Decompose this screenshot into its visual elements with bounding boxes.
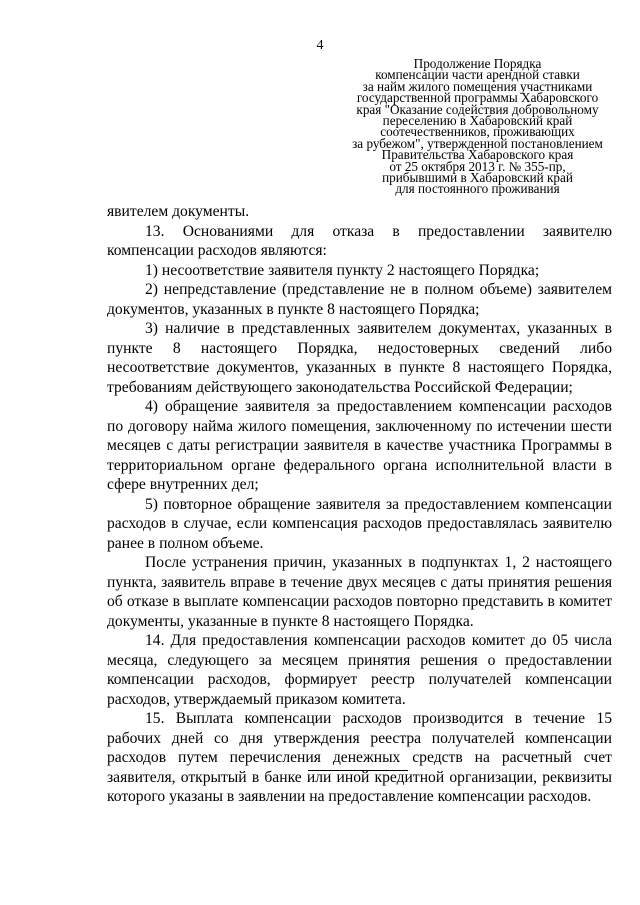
header-line: от 25 октября 2013 г. № 355-пр,: [389, 158, 566, 174]
header-line: компенсации части арендной ставки: [375, 67, 580, 83]
paragraph-continuation: явителем документы.: [107, 203, 250, 220]
header-line: прибывшими в Хабаровский край: [382, 170, 573, 186]
paragraph-subitem-3: 3) наличие в представленных заявителем документах, указанных в пункте 8 настоящего Порядка, недостоверных сведений либо несоответствие документов, указанных в пункте 8 настоящего Порядка, требованиям действующего законодательства Российской Федерации;: [107, 320, 612, 396]
header-line: для постоянного проживания: [395, 181, 560, 197]
paragraph-subitem-1: 1) несоответствие заявителя пункту 2 настоящего Порядка;: [145, 261, 540, 279]
document-body: [107, 202, 612, 807]
header-line: соотечественников, проживающих: [380, 124, 575, 140]
header-line: государственной программы Хабаровского: [356, 90, 599, 106]
paragraph-item-15: 15. Выплата компенсации расходов производится в течение 15 рабочих дней со дня утверждения реестра получателей компенсации расходов путем перечисления денежных средств на расчетный счет заявителя, открытый в банке или иной кредитной организации, реквизиты которого указаны в заявлении на предоставление компенсации расходов.: [107, 710, 612, 805]
paragraph-after-elimination: После устранения причин, указанных в подпунктах 1, 2 настоящего пункта, заявитель вправе в течение двух месяцев с даты принятия решения об отказе в выплате компенсации расходов повторно представить в комитет документы, указанные в пункте 8 настоящего Порядка.: [107, 554, 612, 630]
header-line: за рубежом", утвержденной постановлением: [352, 135, 603, 151]
document-header: [300, 58, 640, 195]
header-line: Продолжение Порядка: [413, 56, 542, 71]
paragraph-item-13: 13. Основаниями для отказа в предоставлении заявителю компенсации расходов являются:: [107, 222, 612, 259]
paragraph-subitem-2: 2) непредставление (представление не в полном объеме) заявителем документов, указанных в пункте 8 настоящего Порядка;: [107, 281, 612, 318]
paragraph-subitem-4: 4) обращение заявителя за предоставлением компенсации расходов по договору найма жилого помещения, заключенному по истечении шести месяцев с даты регистрации заявителя в качестве участника Программы в территориальном органе федерального органа исполнительной власти в сфере внутренних дел;: [107, 398, 612, 493]
header-line: края "Оказание содействия добровольному: [356, 101, 599, 117]
end-divider: [308, 770, 408, 771]
header-line: за найм жилого помещения участниками: [362, 78, 593, 94]
paragraph-item-14: 14. Для предоставления компенсации расходов комитет до 05 числа месяца, следующего за месяцем принятия решения о предоставлении компенсации расходов, формирует реестр получателей компенсации расходов, утверждаемый приказом комитета.: [107, 632, 612, 708]
header-line: Правительства Хабаровского края: [381, 147, 574, 163]
page-number: 4: [316, 38, 324, 53]
paragraph-subitem-5: 5) повторное обращение заявителя за предоставлением компенсации расходов в случае, если компенсация расходов предоставлялась заявителю ранее в полном объеме.: [107, 495, 612, 552]
header-line: переселению в Хабаровский край: [382, 113, 573, 129]
